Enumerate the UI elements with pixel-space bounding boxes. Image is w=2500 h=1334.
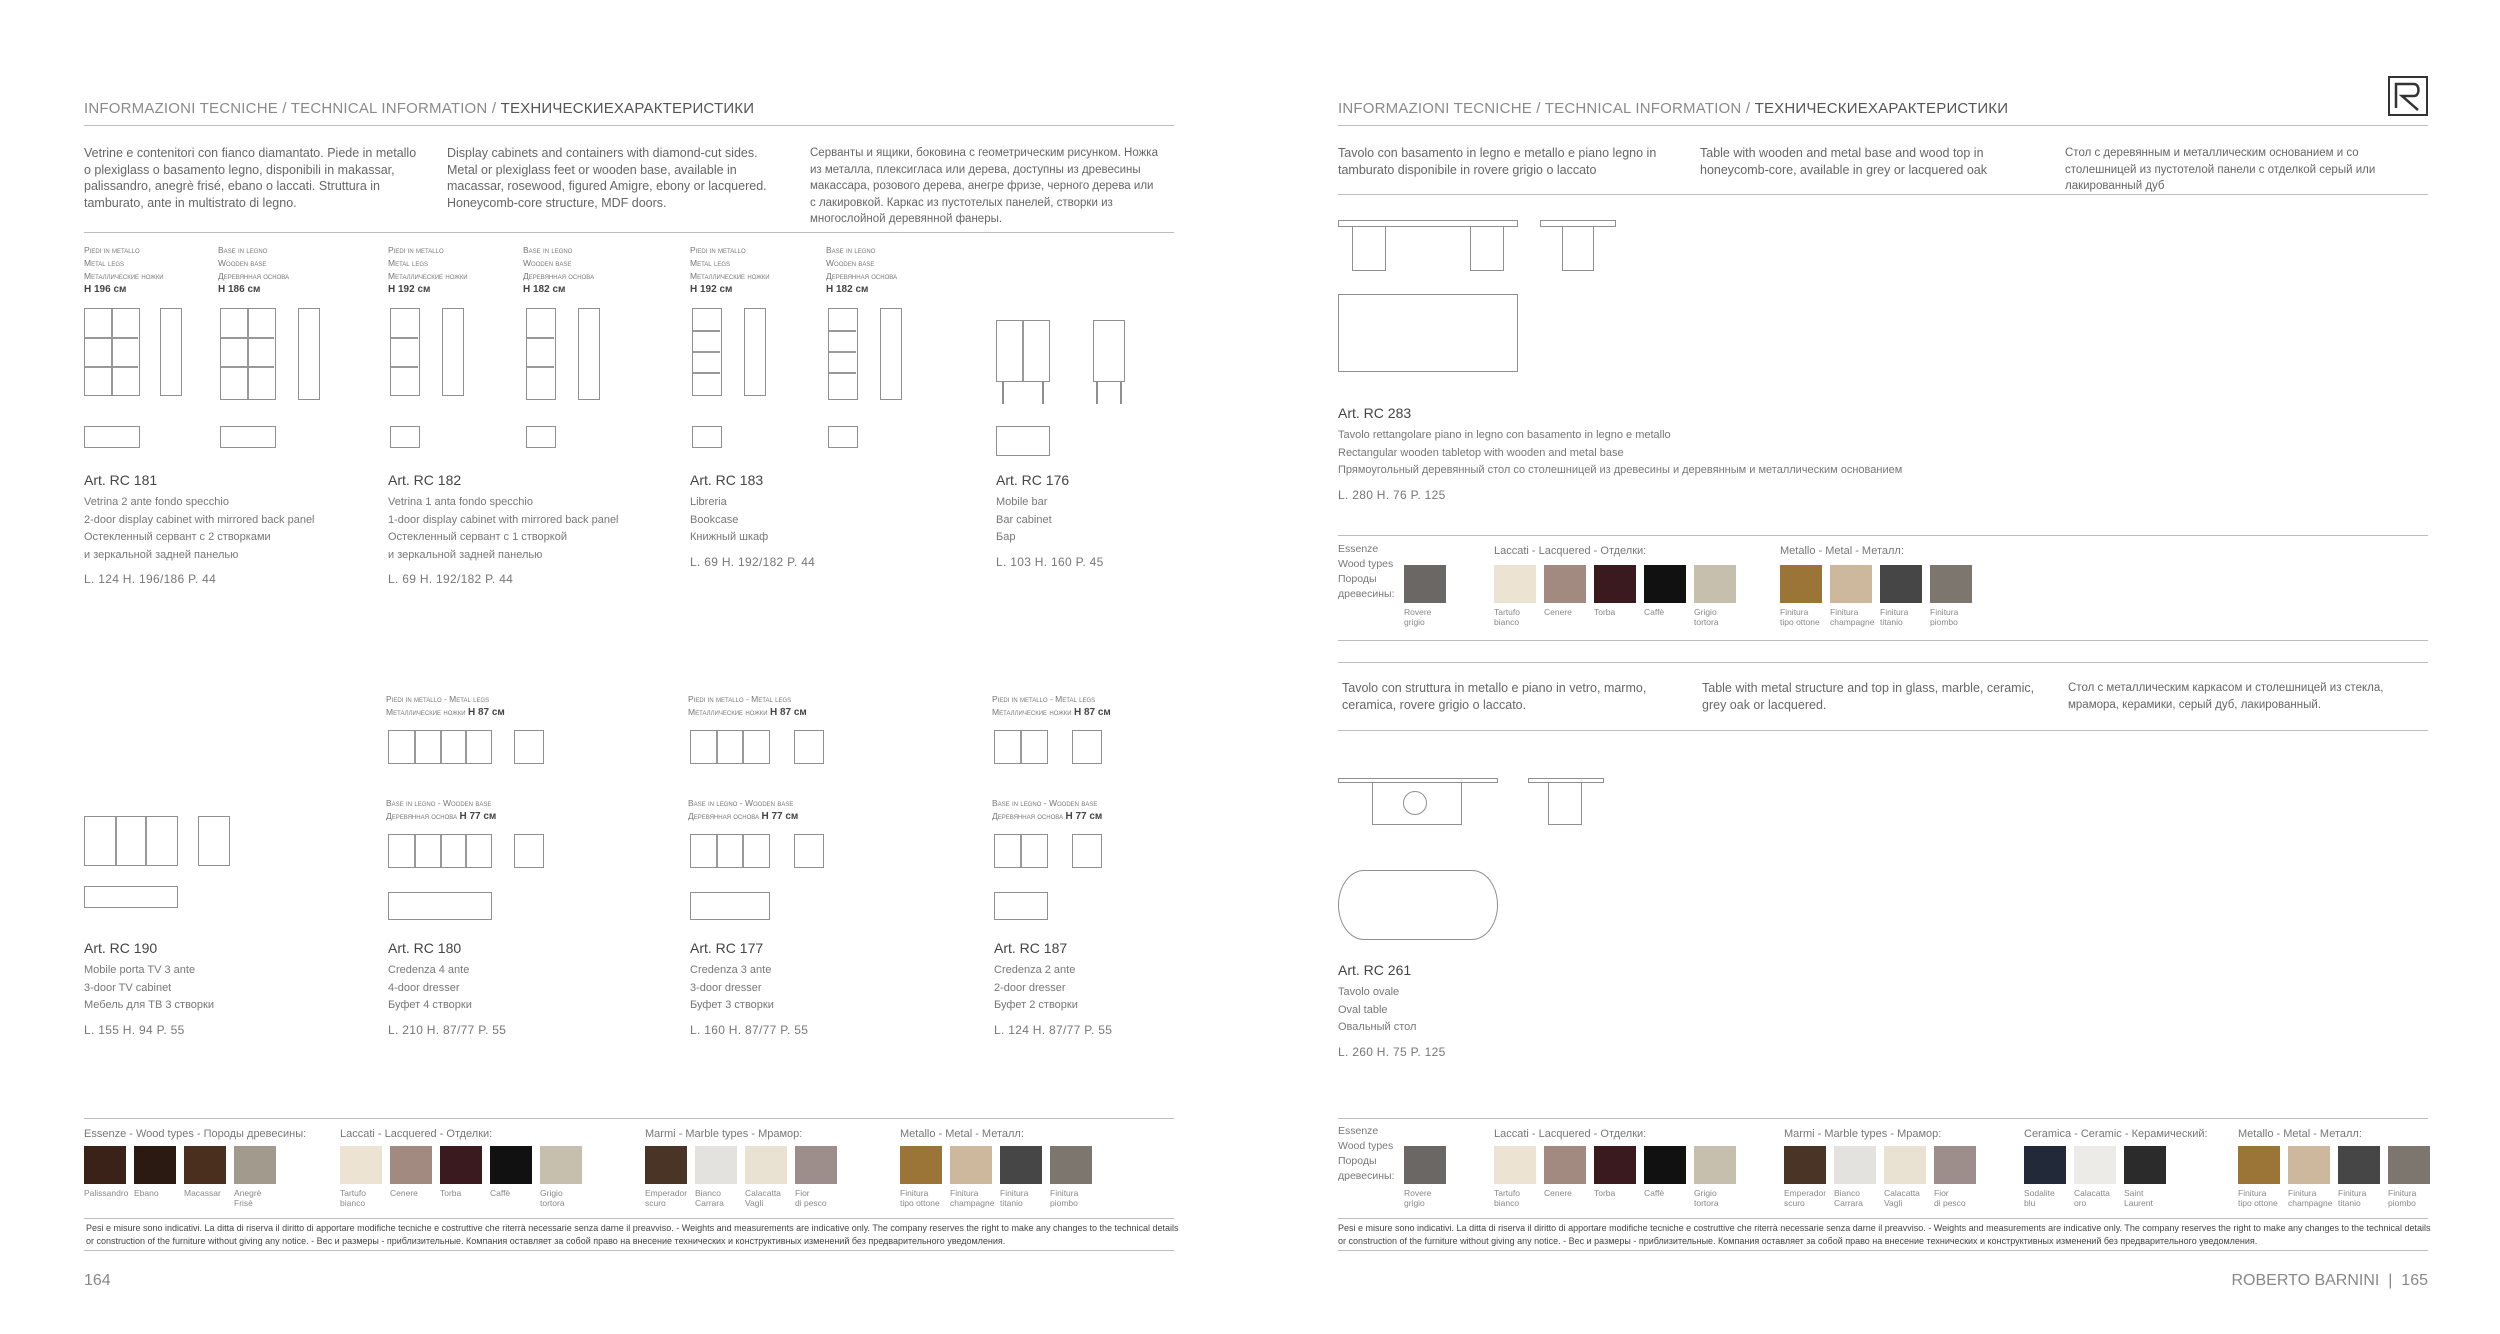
wood-types-title: Essenze - Wood types - Породы древесины: [84, 1128, 307, 1140]
rc182-wood-top-drawing [526, 426, 556, 448]
finish-swatch [184, 1146, 226, 1184]
rc177-wood-side-drawing [794, 834, 824, 868]
rc180-wood-front-drawing [388, 834, 492, 868]
finish-swatch-label: Rovere grigio [1404, 1188, 1432, 1208]
section-header: INFORMAZIONI TECNICHE / TECHNICAL INFORMATION / ТЕХНИЧЕСКИЕХАРАКТЕРИСТИКИ [1338, 100, 2009, 117]
finish-swatch-label: Saint Laurent [2124, 1188, 2153, 1208]
finish-swatch-label: Finitura champagne [2288, 1188, 2333, 1208]
finish-swatch [1494, 1146, 1536, 1184]
finish-swatch [1834, 1146, 1876, 1184]
finish-swatch-label: Fior di pesco [795, 1188, 827, 1208]
finish-swatch [440, 1146, 482, 1184]
finish-swatch [340, 1146, 382, 1184]
finish-swatch [1784, 1146, 1826, 1184]
wood-types-title: Essenze Wood types Породы древесины: [1338, 543, 1395, 600]
rc187-wood-side-drawing [1072, 834, 1102, 868]
finish-swatch [1694, 1146, 1736, 1184]
legs-label-187: Piedi in metallo - Metal legs Металлические ножки H 87 см [992, 694, 1111, 718]
product-rc180: Art. RC 180 Credenza 4 ante 4-door dresser Буфет 4 створки L. 210 H. 87/77 P. 55 [388, 940, 507, 1037]
rc176-leg [1120, 382, 1122, 404]
base-label-183: Base in legno Wooden base Деревянная основа H 182 см [826, 245, 898, 295]
metal-title: Metallo - Metal - Металл: [1780, 545, 1904, 557]
rc190-top-drawing [84, 886, 178, 908]
rc187-metal-side-drawing [1072, 730, 1102, 764]
rc183-metal-front-drawing [692, 308, 722, 396]
legs-label-181: Piedi in metallo Metal legs Металлические ножки H 196 см [84, 245, 164, 295]
finish-swatch-label: Finitura piombo [2388, 1188, 2417, 1208]
finish-swatch-label: Calacatta Vagli [745, 1188, 781, 1208]
rc177-wood-front-drawing [690, 834, 770, 868]
divider [1338, 662, 2428, 663]
marble-title: Marmi - Marble types - Мрамор: [645, 1128, 803, 1140]
rc283-top-side-drawing [1540, 220, 1616, 227]
rc182-wood-front-drawing [526, 308, 556, 400]
finish-swatch-label: Finitura champagne [950, 1188, 995, 1208]
marble-title: Marmi - Marble types - Мрамор: [1784, 1128, 1942, 1140]
intro-it: Vetrine e contenitori con fianco diamantato. Piede in metallo o plexiglass o basamento legno, disponibili in makassar, palissandro, anegrè frisé, ebano o laccati. Struttura in tamburato, ante in multistrato di legno. [84, 146, 417, 210]
finish-swatch [745, 1146, 787, 1184]
finish-swatch [2388, 1146, 2430, 1184]
finish-swatch [795, 1146, 837, 1184]
finish-swatch-label: Finitura champagne [1830, 607, 1875, 627]
rc176-side-drawing [1093, 320, 1125, 382]
legs-label-183: Piedi in metallo Metal legs Металлические ножки H 192 см [690, 245, 770, 295]
divider [1338, 1250, 2428, 1251]
finish-swatch-label: Caffè [1644, 1188, 1665, 1198]
finish-swatch-label: Tartufo bianco [340, 1188, 366, 1208]
rc183-wood-front-drawing [828, 308, 858, 400]
finish-swatch-label: Finitura tipo ottone [900, 1188, 940, 1208]
page-footer: ROBERTO BARNINI | 165 [2231, 1272, 2428, 1289]
divider [1338, 535, 2428, 536]
rc181-metal-front-drawing [84, 308, 140, 396]
rc183-metal-side-drawing [744, 308, 766, 396]
legs-label-182: Piedi in metallo Metal legs Металлические ножки H 192 см [388, 245, 468, 295]
rc180-metal-front-drawing [388, 730, 492, 764]
finish-swatch-label: Ebano [134, 1188, 159, 1198]
divider [1338, 1118, 2428, 1119]
divider [1338, 194, 2428, 195]
product-rc181: Art. RC 181 Vetrina 2 ante fondo specchio 2-door display cabinet with mirrored back panel Остекленный сервант с 2 створками и зеркальной задней панелью L. 124 H. 196/186 P. 44 [84, 472, 315, 586]
page-number: 165 [2401, 1272, 2428, 1289]
finish-swatch [1544, 1146, 1586, 1184]
product-rc283: Art. RC 283 Tavolo rettangolare piano in legno con basamento in legno e metallo Rectangular wooden tabletop with wooden and metal base Прямоугольный деревянный стол со столешницей из древесины и деревянным и металлическим основанием L. 280 H. 76 P. 125 [1338, 405, 1903, 502]
finish-swatch-label: Finitura titanio [1880, 607, 1909, 627]
product-rc261: Art. RC 261 Tavolo ovale Oval table Овальный стол L. 260 H. 75 P. 125 [1338, 962, 1446, 1059]
finish-swatch [134, 1146, 176, 1184]
finish-swatch-label: Fior di pesco [1934, 1188, 1966, 1208]
base-label-181: Base in legno Wooden base Деревянная основа H 186 см [218, 245, 290, 295]
rc261-base-drawing [1372, 783, 1462, 825]
divider [1338, 125, 2428, 126]
ceramic-title: Ceramica - Ceramic - Керамический: [2024, 1128, 2208, 1140]
intro-en: Display cabinets and containers with diamond-cut sides. Metal or plexiglass feet or wooden base, available in macassar, rosewood, figured Amigre, ebony or lacquered. Honeycomb-core structure, MDF doors. [447, 146, 767, 210]
finish-swatch-label: Calacatta Vagli [1884, 1188, 1920, 1208]
finish-swatch-label: Rovere grigio [1404, 607, 1432, 627]
finish-swatch [1934, 1146, 1976, 1184]
finish-swatch-label: Palissandro [84, 1188, 129, 1198]
rc181-wood-side-drawing [298, 308, 320, 400]
rc187-top-drawing [994, 892, 1048, 920]
metal-title-2: Metallo - Metal - Металл: [2238, 1128, 2362, 1140]
finish-swatch [390, 1146, 432, 1184]
finish-swatch [900, 1146, 942, 1184]
rc176-leg [1002, 382, 1004, 404]
rc183-wood-side-drawing [880, 308, 902, 400]
product-rc176: Art. RC 176 Mobile bar Bar cabinet Бар L. 103 H. 160 P. 45 [996, 472, 1104, 569]
finish-swatch-label: Torba [1594, 607, 1616, 617]
rc177-metal-front-drawing [690, 730, 770, 764]
finish-swatch [645, 1146, 687, 1184]
base-label-182: Base in legno Wooden base Деревянная основа H 182 см [523, 245, 595, 295]
lacquered-title: Laccati - Lacquered - Отделки: [340, 1128, 493, 1140]
right-page [1250, 0, 2500, 1334]
finish-swatch-label: Torba [1594, 1188, 1616, 1198]
finish-swatch-label: Sodalite blu [2024, 1188, 2055, 1208]
finish-swatch [2238, 1146, 2280, 1184]
legs-label-177: Piedi in metallo - Metal legs Металлические ножки H 87 см [688, 694, 807, 718]
disclaimer: Pesi e misure sono indicativi. La ditta di riserva il diritto di apportare modifiche tecniche e costruttive che riterrà necessarie senza darne il preavviso. - Weights and measurements are indicative only. The company reserves the right to make any changes to the technical details or construction of the furniture without giving any notice. - Вес и размеры - приблизительные. Компания оставляет за собой право на внесение технических и конструктивных изменений без предварительного уведомления. [1338, 1223, 2431, 1246]
intro2-ru: Стол с металлическим каркасом и столешницей из стекла, мрамора, керамики, серый дуб, лакированный. [2068, 682, 2384, 711]
product-rc190: Art. RC 190 Mobile porta TV 3 ante 3-door TV cabinet Мебель для ТВ 3 створки L. 155 H. 94 P. 55 [84, 940, 215, 1037]
rc176-top-drawing [996, 426, 1050, 456]
finish-swatch [1830, 565, 1872, 603]
rc181-wood-front-drawing [220, 308, 276, 400]
divider [84, 232, 1174, 233]
metal-title: Metallo - Metal - Металл: [900, 1128, 1024, 1140]
finish-swatch [1404, 565, 1446, 603]
disclaimer: Pesi e misure sono indicativi. La ditta di riserva il diritto di apportare modifiche tecniche e costruttive che riterrà necessarie senza darne il preavviso. - Weights and measurements are indicative only. The company reserves the right to make any changes to the technical details or construction of the furniture without giving any notice. - Вес и размеры - приблизительные. Компания оставляет за собой право на внесение технических и конструктивных изменений без предварительного уведомления. [86, 1223, 1179, 1246]
finish-swatch [1884, 1146, 1926, 1184]
base-label-180: Base in legno - Wooden base Деревянная основа H 77 см [386, 798, 497, 822]
rc180-wood-side-drawing [514, 834, 544, 868]
intro-it: Tavolo con basamento in legno e metallo e piano legno in tamburato disponibile in rovere grigio o laccato [1338, 146, 1657, 177]
finish-swatch [2074, 1146, 2116, 1184]
finish-swatch [1404, 1146, 1446, 1184]
finish-swatch [2288, 1146, 2330, 1184]
product-rc177: Art. RC 177 Credenza 3 ante 3-door dresser Буфет 3 створки L. 160 H. 87/77 P. 55 [690, 940, 809, 1037]
divider [84, 125, 1174, 126]
finish-swatch-label: Grigio tortora [1694, 1188, 1719, 1208]
finish-swatch-label: Macassar [184, 1188, 221, 1198]
finish-swatch [1780, 565, 1822, 603]
divider [1338, 640, 2428, 641]
intro-ru: Стол с деревянным и металлическим основанием и со столешницей из пустотелой панели с отделкой серый или лакированный дуб [2065, 147, 2376, 192]
rc180-top-drawing [388, 892, 492, 920]
finish-swatch [1930, 565, 1972, 603]
brand-name: ROBERTO BARNINI [2231, 1272, 2380, 1289]
finish-swatch-label: Calacatta oro [2074, 1188, 2110, 1208]
finish-swatch-label: Emperador scuro [645, 1188, 688, 1208]
finish-swatch [1050, 1146, 1092, 1184]
rc182-wood-side-drawing [578, 308, 600, 400]
finish-swatch-label: Finitura titanio [1000, 1188, 1029, 1208]
rc180-metal-side-drawing [514, 730, 544, 764]
finish-swatch-label: Caffè [490, 1188, 511, 1198]
finish-swatch [1544, 565, 1586, 603]
rc176-leg [1042, 382, 1044, 404]
finish-swatch [2124, 1146, 2166, 1184]
lacquered-title-2: Laccati - Lacquered - Отделки: [1494, 1128, 1647, 1140]
rc261-plan-drawing [1338, 870, 1498, 940]
base-label-187: Base in legno - Wooden base Деревянная основа H 77 см [992, 798, 1103, 822]
rc261-side-base-drawing [1548, 783, 1582, 825]
finish-swatch [2338, 1146, 2380, 1184]
finish-swatch-label: Caffè [1644, 607, 1665, 617]
rc181-metal-top-drawing [84, 426, 140, 448]
finish-swatch [1494, 565, 1536, 603]
finish-swatch [1644, 1146, 1686, 1184]
rc183-wood-top-drawing [828, 426, 858, 448]
legs-label-180: Piedi in metallo - Metal legs Металлические ножки H 87 см [386, 694, 505, 718]
section-header: INFORMAZIONI TECNICHE / TECHNICAL INFORMATION / ТЕХНИЧЕСКИЕХАРАКТЕРИСТИКИ [84, 100, 755, 117]
finish-swatch [1594, 1146, 1636, 1184]
finish-swatch [2024, 1146, 2066, 1184]
finish-swatch-label: Emperador scuro [1784, 1188, 1827, 1208]
divider [1338, 730, 2428, 731]
finish-swatch [1594, 565, 1636, 603]
intro2-en: Table with metal structure and top in glass, marble, ceramic, grey oak or lacquered. [1702, 681, 2035, 712]
finish-swatch-label: Tartufo bianco [1494, 1188, 1520, 1208]
rc182-metal-front-drawing [390, 308, 420, 396]
rc190-side-drawing [198, 816, 230, 866]
rc283-side-leg-drawing [1562, 227, 1594, 271]
finish-swatch-label: Grigio tortora [1694, 607, 1719, 627]
rc283-plan-drawing [1338, 294, 1518, 372]
rc190-front-drawing [84, 816, 178, 866]
finish-swatch [1644, 565, 1686, 603]
rc182-metal-top-drawing [390, 426, 420, 448]
wood-types-title-2: Essenze Wood types Породы древесины: [1338, 1125, 1395, 1182]
page-number: 164 [84, 1272, 111, 1289]
finish-swatch-label: Anegrè Frisè [234, 1188, 262, 1208]
rc187-metal-front-drawing [994, 730, 1048, 764]
finish-swatch-label: Cenere [1544, 607, 1572, 617]
finish-swatch-label: Finitura piombo [1930, 607, 1959, 627]
intro2-it: Tavolo con struttura in metallo e piano in vetro, marmo, ceramica, rovere grigio o laccato. [1342, 681, 1647, 712]
divider [84, 1218, 1174, 1219]
finish-swatch-label: Finitura titanio [2338, 1188, 2367, 1208]
divider [84, 1118, 1174, 1119]
lacquered-title: Laccati - Lacquered - Отделки: [1494, 545, 1647, 557]
rc283-leg-drawing [1352, 227, 1386, 271]
intro-en: Table with wooden and metal base and wood top in honeycomb-core, available in grey or lacquered oak [1700, 146, 1987, 177]
product-rc187: Art. RC 187 Credenza 2 ante 2-door dresser Буфет 2 створки L. 124 H. 87/77 P. 55 [994, 940, 1113, 1037]
finish-swatch-label: Torba [440, 1188, 462, 1198]
finish-swatch-label: Grigio tortora [540, 1188, 565, 1208]
intro-ru: Серванты и ящики, боковина с геометрическим рисунком. Ножка из металла, плексигласа или дерева, доступны из древесины макассара, розового дерева, анегре фризе, черного дерева или с лакировкой. Каркас из пустотелых панелей, створки из многослойной деревянной фанеры. [810, 147, 1158, 225]
product-rc182: Art. RC 182 Vetrina 1 anta fondo specchio 1-door display cabinet with mirrored back panel Остекленный сервант с 1 створкой и зеркальной задней панелью L. 69 H. 192/182 P. 44 [388, 472, 619, 586]
rc283-top-front-drawing [1338, 220, 1518, 227]
finish-swatch [490, 1146, 532, 1184]
rc176-front-drawing [996, 320, 1050, 382]
finish-swatch-label: Finitura tipo ottone [1780, 607, 1820, 627]
rc177-metal-side-drawing [794, 730, 824, 764]
finish-swatch-label: Finitura tipo ottone [2238, 1188, 2278, 1208]
rc183-metal-top-drawing [692, 426, 722, 448]
rc181-wood-top-drawing [220, 426, 276, 448]
rc176-leg [1096, 382, 1098, 404]
finish-swatch [1694, 565, 1736, 603]
finish-swatch-label: Finitura piombo [1050, 1188, 1079, 1208]
product-rc183: Art. RC 183 Libreria Bookcase Книжный шкаф L. 69 H. 192/182 P. 44 [690, 472, 816, 569]
rc181-metal-side-drawing [160, 308, 182, 396]
rc187-wood-front-drawing [994, 834, 1048, 868]
brand-logo-icon [2388, 76, 2428, 116]
base-label-177: Base in legno - Wooden base Деревянная основа H 77 см [688, 798, 799, 822]
divider [84, 1250, 1174, 1251]
finish-swatch [234, 1146, 276, 1184]
finish-swatch [84, 1146, 126, 1184]
finish-swatch [950, 1146, 992, 1184]
rc182-metal-side-drawing [442, 308, 464, 396]
finish-swatch-label: Cenere [1544, 1188, 1572, 1198]
finish-swatch-label: Cenere [390, 1188, 418, 1198]
finish-swatch-label: Bianco Carrara [1834, 1188, 1863, 1208]
finish-swatch-label: Tartufo bianco [1494, 607, 1520, 627]
divider [1338, 1218, 2428, 1219]
rc283-leg-drawing [1470, 227, 1504, 271]
finish-swatch [540, 1146, 582, 1184]
finish-swatch [1880, 565, 1922, 603]
finish-swatch [1000, 1146, 1042, 1184]
rc177-top-drawing [690, 892, 770, 920]
finish-swatch [695, 1146, 737, 1184]
finish-swatch-label: Bianco Carrara [695, 1188, 724, 1208]
